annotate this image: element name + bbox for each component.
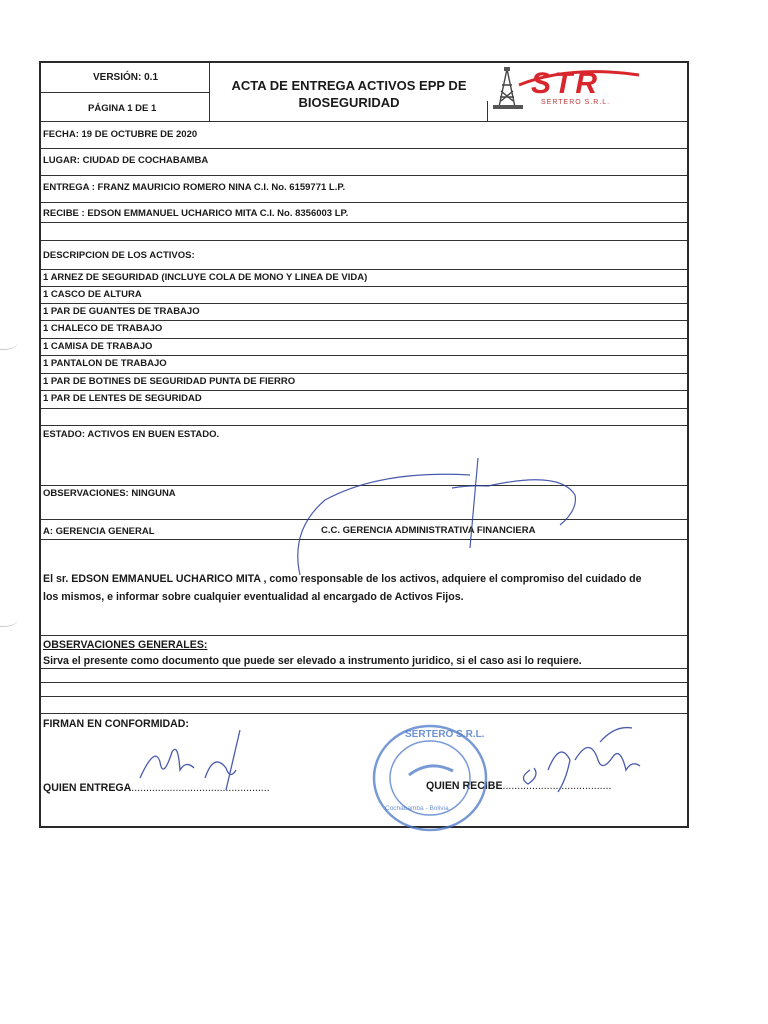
punch-hole-mark [0, 612, 18, 627]
destinatario-cc: C.C. GERENCIA ADMINISTRATIVA FINANCIERA [321, 525, 536, 536]
document-form [39, 61, 689, 828]
stamp-text: SERTERO S.R.L. [405, 729, 485, 740]
row-divider [41, 635, 687, 636]
header-divider [209, 63, 210, 121]
version-label: VERSIÓN: 0.1 [93, 72, 159, 83]
lugar-field: LUGAR: CIUDAD DE COCHABAMBA [43, 155, 209, 166]
row-divider [41, 425, 687, 426]
row-divider [41, 320, 687, 321]
row-divider [41, 338, 687, 339]
row-divider [41, 390, 687, 391]
row-divider [41, 696, 687, 697]
document-title [211, 77, 487, 111]
asset-item: 1 PANTALON DE TRABAJO [43, 358, 167, 369]
page-label: PÁGINA 1 DE 1 [88, 103, 157, 114]
row-divider [41, 175, 687, 176]
fecha-field: FECHA: 19 DE OCTUBRE DE 2020 [43, 129, 198, 140]
row-divider [41, 303, 687, 304]
row-divider [41, 668, 687, 669]
row-divider [41, 240, 687, 241]
stamp-small-text: Cochabamba - Bolivia [385, 805, 449, 812]
entrega-signature-line: ............................................... [131, 782, 270, 794]
assets-heading: DESCRIPCION DE LOS ACTIVOS: [43, 250, 195, 261]
row-divider [41, 408, 687, 409]
header-divider [41, 92, 209, 93]
observaciones-field: OBSERVACIONES: NINGUNA [43, 488, 176, 499]
row-divider [41, 286, 687, 287]
asset-item: 1 PAR DE LENTES DE SEGURIDAD [43, 393, 202, 404]
generales-text: Sirva el presente como documento que puede ser elevado a instrumento juridico, si el caso asi lo requiere. [43, 655, 582, 667]
asset-item: 1 CAMISA DE TRABAJO [43, 341, 153, 352]
row-divider [41, 148, 687, 149]
quien-entrega-text: QUIEN ENTREGA [43, 782, 132, 794]
asset-item: 1 PAR DE BOTINES DE SEGURIDAD PUNTA DE FIERRO [43, 376, 296, 387]
row-divider [41, 121, 687, 122]
row-divider [41, 519, 687, 520]
row-divider [41, 682, 687, 683]
asset-item: 1 CASCO DE ALTURA [43, 289, 142, 300]
generales-heading: OBSERVACIONES GENERALES: [43, 639, 208, 651]
compromiso-line-1: El sr. EDSON EMMANUEL UCHARICO MITA , como responsable de los activos, adquiere el compromiso del cuidado de [43, 573, 642, 585]
row-divider [41, 269, 687, 270]
row-divider [41, 355, 687, 356]
header-divider [487, 101, 488, 121]
recibe-signature-line: ..................................... [502, 780, 612, 792]
recibe-field: RECIBE : EDSON EMMANUEL UCHARICO MITA C.I. No. 8356003 LP. [43, 208, 349, 219]
firmas-heading: FIRMAN EN CONFORMIDAD: [43, 718, 189, 730]
company-logo [489, 65, 659, 113]
entrega-field: ENTREGA : FRANZ MAURICIO ROMERO NINA C.I. No. 6159771 L.P. [43, 182, 346, 193]
row-divider [41, 539, 687, 540]
row-divider [41, 373, 687, 374]
title-line-1: ACTA DE ENTREGA ACTIVOS EPP DE [231, 78, 467, 93]
destinatario-a: A: GERENCIA GENERAL [43, 526, 155, 537]
row-divider [41, 485, 687, 486]
asset-item: 1 ARNEZ DE SEGURIDAD (INCLUYE COLA DE MONO Y LINEA DE VIDA) [43, 272, 368, 283]
quien-entrega-label [43, 782, 270, 794]
estado-field: ESTADO: ACTIVOS EN BUEN ESTADO. [43, 429, 220, 440]
compromiso-line-2: los mismos, e informar sobre cualquier eventualidad al encargado de Activos Fijos. [43, 591, 464, 603]
row-divider [41, 713, 687, 714]
row-divider [41, 202, 687, 203]
quien-recibe-text: QUIEN RECIBE [426, 780, 503, 792]
asset-item: 1 CHALECO DE TRABAJO [43, 323, 163, 334]
logo-text: STR [531, 67, 600, 100]
company-stamp [371, 723, 489, 833]
title-line-2: BIOSEGURIDAD [298, 95, 400, 110]
asset-item: 1 PAR DE GUANTES DE TRABAJO [43, 306, 200, 317]
logo-subtext: SERTERO S.R.L. [541, 99, 611, 106]
punch-hole-mark [0, 335, 18, 350]
row-divider [41, 222, 687, 223]
